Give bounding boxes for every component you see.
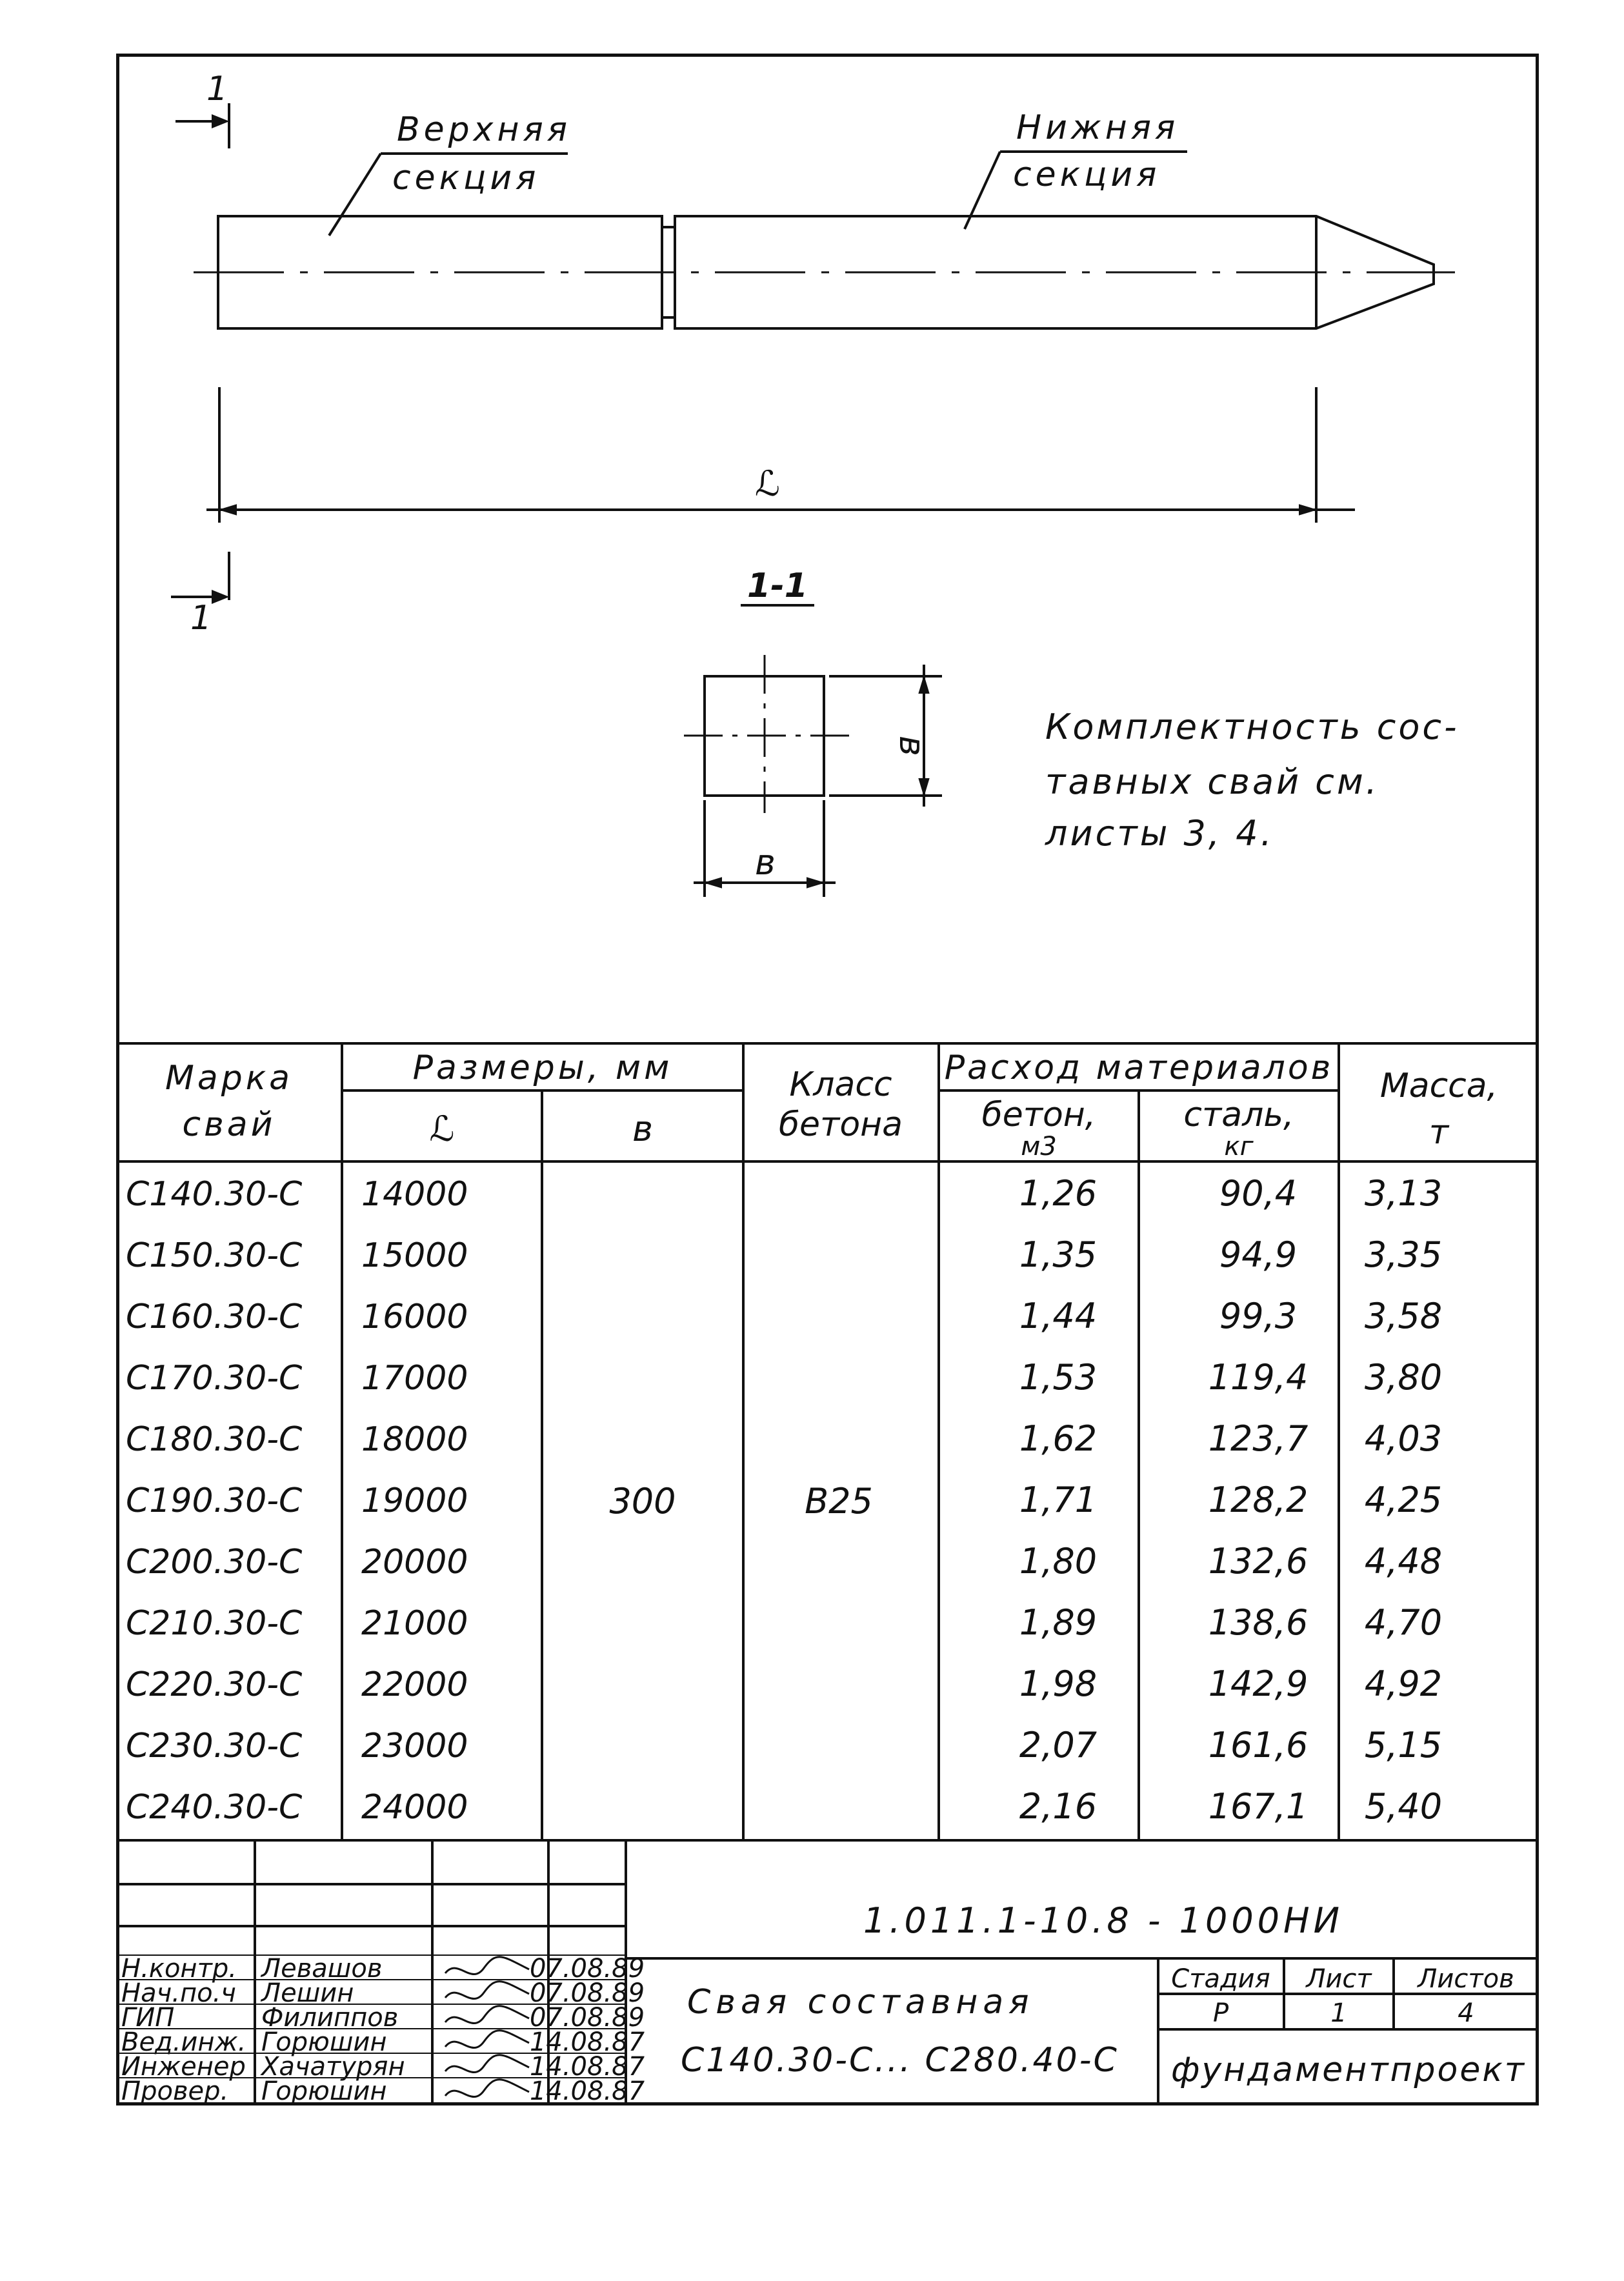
header-materials: Расход материалов (944, 1049, 1334, 1087)
cell-length: 19000 (361, 1482, 468, 1520)
signature-icon (445, 2055, 529, 2073)
header-steel-2: кг (1224, 1132, 1254, 1161)
staff-date: 07.08.89 (529, 2003, 645, 2033)
cell-length: 22000 (361, 1665, 468, 1704)
cell-steel: 132,6 (1208, 1541, 1308, 1582)
cell-mark: С190.30-С (126, 1482, 303, 1520)
sheets-value: 4 (1458, 1998, 1474, 2028)
note-line-1: Комплектность сос- (1045, 707, 1459, 747)
title-line-1: Свая составная (687, 1983, 1034, 2022)
cell-length: 21000 (361, 1604, 468, 1643)
staff-name: Горюшин (261, 2076, 387, 2106)
cell-concrete: 1,62 (1019, 1418, 1098, 1459)
cell-length: 17000 (361, 1359, 468, 1398)
signature-icon (445, 2031, 529, 2048)
cell-concrete: 1,44 (1019, 1296, 1098, 1336)
note-line-3: листы 3, 4. (1045, 813, 1274, 854)
lower-label-1: Нижняя (1016, 108, 1179, 147)
class-value: В25 (805, 1481, 873, 1522)
signature-icon (445, 2006, 529, 2024)
upper-label-2: секция (392, 159, 540, 197)
header-class-2: бетона (778, 1105, 903, 1144)
cell-concrete: 1,80 (1019, 1541, 1098, 1582)
staff-name: Горюшин (261, 2027, 387, 2057)
cell-concrete: 2,16 (1019, 1786, 1098, 1827)
header-concrete-2: м3 (1021, 1132, 1057, 1161)
section-mark-bottom: 1 (190, 599, 212, 638)
header-mark-2: свай (182, 1105, 276, 1144)
cell-length: 16000 (361, 1298, 468, 1336)
cell-steel: 128,2 (1208, 1480, 1308, 1520)
cell-mass: 5,40 (1364, 1786, 1443, 1827)
staff-role: Н.контр. (121, 1954, 237, 1984)
note-line-2: тавных свай см. (1045, 761, 1379, 802)
staff-name: Филиппов (261, 2003, 399, 2033)
staff-date: 07.08.89 (529, 1978, 645, 2008)
cell-steel: 94,9 (1219, 1234, 1298, 1275)
staff-rows (121, 1954, 645, 2106)
header-L: ℒ (429, 1109, 455, 1149)
header-class-1: Класс (789, 1065, 892, 1104)
dim-height-label: в (892, 736, 932, 756)
cell-steel: 99,3 (1219, 1296, 1298, 1336)
staff-date: 07.08.89 (529, 1954, 645, 1984)
cell-length: 23000 (361, 1727, 468, 1765)
header-concrete-1: бетон, (981, 1096, 1096, 1134)
sheet-label: Лист (1306, 1964, 1372, 1994)
cell-mass: 5,15 (1364, 1725, 1443, 1765)
cell-steel: 161,6 (1208, 1725, 1308, 1765)
dim-length-label: ℒ (755, 463, 780, 504)
cell-steel: 123,7 (1208, 1418, 1308, 1459)
staff-role: Инженер (121, 2052, 246, 2082)
staff-date: 14.08.87 (529, 2076, 645, 2106)
cell-concrete: 1,35 (1019, 1234, 1098, 1275)
cell-mark: С240.30-С (126, 1788, 303, 1827)
stage-label: Стадия (1171, 1964, 1270, 1994)
cell-mark: С160.30-С (126, 1298, 303, 1336)
signature-icon (445, 2080, 529, 2097)
table-rows (126, 1173, 1442, 1827)
cell-mass: 4,25 (1364, 1480, 1443, 1520)
section-mark-top: 1 (206, 70, 228, 108)
cell-concrete: 1,26 (1019, 1173, 1098, 1214)
cell-mass: 3,80 (1364, 1357, 1443, 1398)
cell-mark: С170.30-С (126, 1359, 303, 1398)
cell-concrete: 2,07 (1019, 1725, 1098, 1765)
stage-value: Р (1212, 1998, 1229, 2028)
cell-concrete: 1,53 (1019, 1357, 1098, 1398)
staff-role: Провер. (121, 2076, 229, 2106)
staff-name: Хачатурян (261, 2052, 405, 2082)
cell-mass: 4,92 (1364, 1663, 1443, 1704)
header-dims: Размеры, мм (412, 1049, 673, 1087)
section-title: 1-1 (747, 567, 808, 605)
header-mass-1: Масса, (1379, 1067, 1498, 1105)
cell-length: 20000 (361, 1543, 468, 1582)
staff-name: Лешин (261, 1978, 354, 2008)
cell-mass: 4,70 (1364, 1602, 1443, 1643)
cell-steel: 90,4 (1219, 1173, 1298, 1214)
cell-length: 14000 (361, 1175, 468, 1214)
cell-steel: 119,4 (1208, 1357, 1308, 1398)
cell-mark: С140.30-С (126, 1175, 303, 1214)
cell-mark: С230.30-С (126, 1727, 303, 1765)
signature-icon (445, 1957, 529, 1975)
cell-mass: 3,58 (1364, 1296, 1443, 1336)
lower-label-2: секция (1013, 156, 1161, 194)
spec-table (0, 1032, 1624, 1865)
cell-mark: С200.30-С (126, 1543, 303, 1582)
cell-mark: С220.30-С (126, 1665, 303, 1704)
cell-mark: С150.30-С (126, 1236, 303, 1275)
header-b: в (632, 1109, 653, 1149)
cell-mark: С210.30-С (126, 1604, 303, 1643)
header-mass-2: т (1429, 1113, 1449, 1152)
upper-label-1: Верхняя (397, 110, 572, 149)
cell-steel: 167,1 (1208, 1786, 1308, 1827)
cell-mass: 4,03 (1364, 1418, 1443, 1459)
title-block (0, 1833, 1624, 2123)
b-value: 300 (609, 1481, 676, 1522)
cell-concrete: 1,98 (1019, 1663, 1098, 1704)
cell-mass: 3,13 (1364, 1173, 1443, 1214)
staff-date: 14.08.87 (529, 2052, 645, 2082)
sheet-value: 1 (1330, 1998, 1347, 2028)
cell-concrete: 1,89 (1019, 1602, 1098, 1643)
staff-role: Вед.инж. (121, 2027, 246, 2057)
dim-width-label: в (755, 842, 776, 883)
pile-drawing (0, 0, 1624, 1045)
staff-role: ГИП (121, 2003, 175, 2033)
cell-length: 15000 (361, 1236, 468, 1275)
cell-steel: 138,6 (1208, 1602, 1308, 1643)
signature-icon (445, 1982, 529, 1999)
title-line-2: С140.30-С... С280.40-С (681, 2041, 1119, 2080)
sheets-label: Листов (1418, 1964, 1514, 1994)
header-steel-1: сталь, (1183, 1096, 1294, 1134)
organization: фундаментпроект (1170, 2051, 1527, 2089)
staff-name: Левашов (261, 1954, 383, 1984)
staff-date: 14.08.87 (529, 2027, 645, 2057)
cell-mass: 4,48 (1364, 1541, 1443, 1582)
cell-mass: 3,35 (1364, 1234, 1443, 1275)
cell-steel: 142,9 (1208, 1663, 1308, 1704)
header-mark-1: Марка (165, 1059, 294, 1098)
cell-concrete: 1,71 (1019, 1480, 1098, 1520)
cell-mark: С180.30-С (126, 1420, 303, 1459)
staff-role: Нач.по.ч (121, 1978, 236, 2008)
cell-length: 24000 (361, 1788, 468, 1827)
doc-code: 1.011.1-10.8 - 1000НИ (863, 1900, 1344, 1941)
cell-length: 18000 (361, 1420, 468, 1459)
